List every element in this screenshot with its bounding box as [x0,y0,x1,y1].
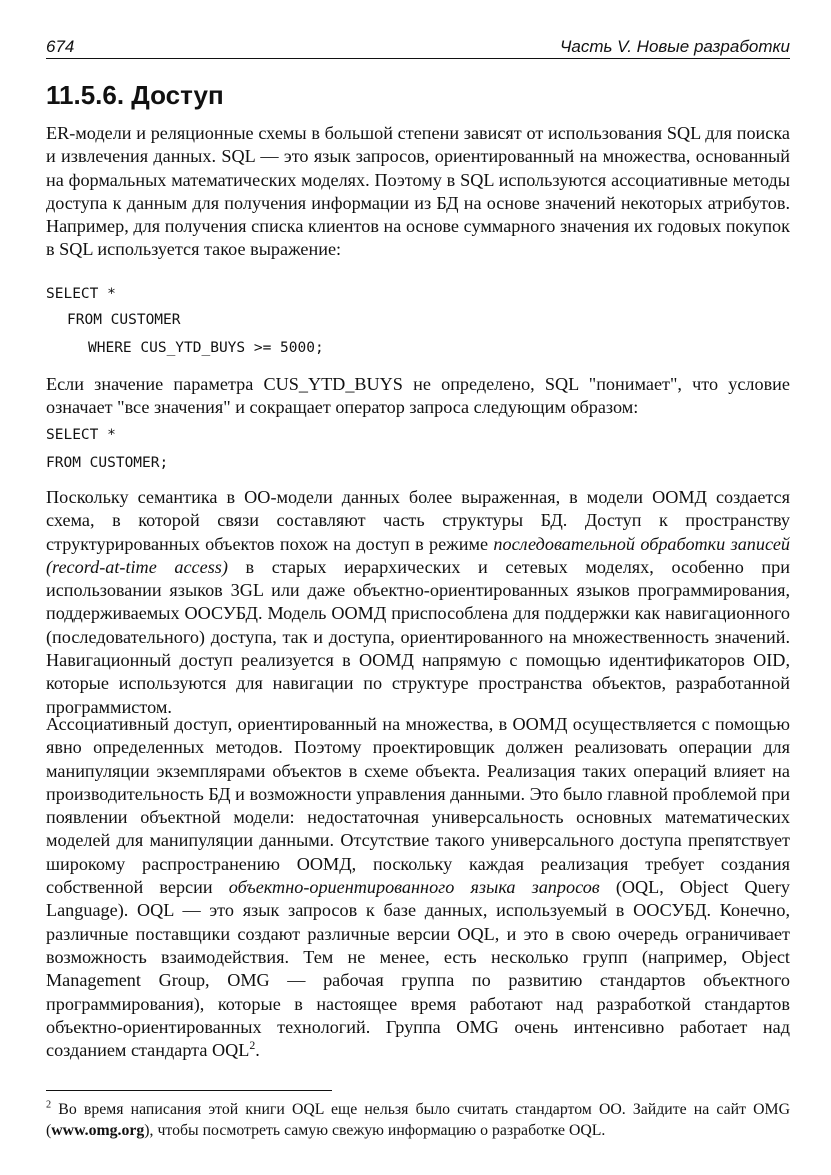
footnote-ref: 2 [249,1038,256,1053]
code-line: SELECT * [46,286,116,302]
footnote-rule [46,1090,332,1091]
footnote-url: www.omg.org [51,1122,145,1139]
footnote: $^2$ Во время написания этой книги OQL еще нельзя было считать стандартом ОО. Зайдите на сайт OMG (www.omg.org), чтобы посмотреть самую свежую информацию о разработке OQL. [46,1099,790,1139]
code-line: FROM CUSTOMER; [46,455,169,471]
page-number: 674 [46,37,75,56]
term-record-at-time: последовательной обработки записей (record-at-time access) [46,533,790,577]
term-oql: объектно-ориентированного языка запросов [228,877,600,898]
part-title: Часть V. Новые разработки [559,37,790,56]
running-header [46,33,790,59]
paragraph-navigational-access: Поскольку семантика в ОО-модели данных более выраженная, в модели ООМД создается схема, в которой связи составляют часть структуры БД. Доступ к пространству структурированных объектов похож на доступ в режиме последовательной обработки записей (record-at-time access) в старых иерархических и сетевых моделях, особенно при использовании языков 3GL или даже объектно-ориентированных языков программирования, поддерживаемых ООСУБД. Модель ООМД приспособлена для поддержки как навигационного (последовательного) доступа, так и доступа, ориентированного на множественность значений. Навигационный доступ реализуется в ООМД напрямую с помощью идентификаторов OID, которые используются для навигации по структуре пространства объектов, разработанной программистом. [46,487,790,717]
code-line: WHERE CUS_YTD_BUYS >= 5000; [88,340,324,356]
code-line: SELECT * [46,427,116,443]
header-rule [46,58,790,59]
code-line: FROM CUSTOMER [67,312,181,328]
section-title: 11.5.6. Доступ [46,80,224,110]
paragraph-undefined-param: Если значение параметра CUS_YTD_BUYS не определено, SQL "понимает", что условие означает "все значения" и сокращает оператор запроса следующим образом: [46,374,790,418]
paragraph-associative-access: Ассоциативный доступ, ориентированный на множества, в ООМД осуществляется с помощью явно определенных методов. Поэтому проектировщик должен реализовать операции для манипуляции экземплярами объектов в схеме объекта. Реализация таких операций влияет на производительность БД и возможности управления данными. Это было главной проблемой при появлении объектной модели: недостаточная универсальность основных математических моделей для манипуляции данными. Отсутствие такого универсального доступа препятствует широкому распространению ООМД, поскольку каждая реализация требует создания собственной версии объектно-ориентированного языка запросов (OQL, Object Query Language). OQL — это язык запросов к базе данных, используемый в ООСУБД. Конечно, различные поставщики создают различные версии OQL, и это в свою очередь ограничивает возможность взаимодействия. Тем не менее, есть несколько групп (например, Object Management Group, OMG — рабочая группа по развитию стандартов объектного программирования), которые в настоящее время работают над разработкой стандартов объектно-ориентированных технологий. Группа OMG очень интенсивно работает над созданием стандарта OQL$^2$. [46,714,790,1061]
footnote-marker: 2 [46,1099,52,1111]
paragraph-sql-intro: ER-модели и реляционные схемы в большой степени зависят от использования SQL для поиска и извлечения данных. SQL — это язык запросов, ориентированный на множества, основанный на формальных математических моделях. Поэтому в SQL используются ассоциативные методы доступа к данным для получения информации из БД на основе значений некоторых атрибутов. Например, для получения списка клиентов на основе суммарного значения их годовых покупок в SQL используется такое выражение: [46,123,790,260]
